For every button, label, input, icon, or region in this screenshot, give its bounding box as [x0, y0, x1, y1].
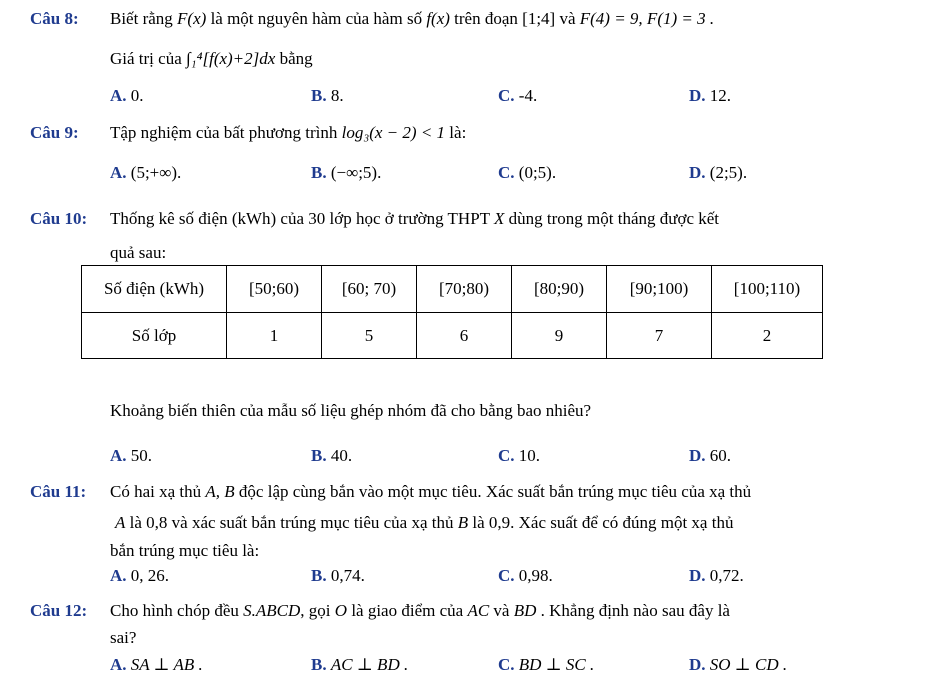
question-10-line2: quả sau: — [110, 243, 167, 262]
question-9-text — [110, 123, 466, 143]
q11-option-a: A. 0, 26. — [110, 566, 170, 585]
q12-option-c: C. BD ⊥ SC . — [498, 655, 595, 674]
table-cell: Số lớp — [82, 313, 227, 359]
q9-text-a: Tập nghiệm của bất phương trình — [110, 123, 338, 142]
question-8-line1 — [110, 9, 714, 29]
q8-F-of-x: F(x) — [177, 9, 207, 28]
q8-text-d: và — [559, 9, 576, 28]
q10-option-a: A. 50. — [110, 446, 153, 465]
table-header-cell: [100;110) — [712, 266, 823, 313]
question-10-line1 — [110, 209, 719, 229]
q10-option-b: B. 40. — [311, 446, 353, 465]
table-cell: 1 — [227, 313, 322, 359]
q12-option-d: D. SO ⊥ CD . — [689, 655, 788, 674]
q9-option-a: A. (5;+∞). — [110, 163, 182, 182]
table-cell: 6 — [417, 313, 512, 359]
table-cell: 5 — [322, 313, 417, 359]
question-12-line2: sai? — [110, 628, 137, 647]
q8-f-of-x: f(x) — [426, 9, 450, 28]
question-12-label: Câu 12: — [30, 601, 88, 620]
question-11-line2 — [115, 513, 733, 533]
q8-interval: [1;4] — [522, 9, 556, 28]
table-header-cell: Số điện (kWh) — [82, 266, 227, 313]
q11-shooter-A: A — [115, 513, 126, 532]
q8-condition: F(4) = 9, F(1) = 3 . — [579, 9, 715, 28]
table-row — [82, 313, 823, 359]
q12-point-O: O — [334, 601, 348, 620]
q8-integral: ∫₁⁴[f(x)+2]dx — [186, 49, 276, 68]
q12-text-b: , gọi — [300, 601, 331, 620]
q12-option-a: A. SA ⊥ AB . — [110, 655, 203, 674]
q11-text-d: là 0,9. Xác suất để có đúng một xạ thủ — [472, 513, 734, 532]
q8-text-f: bằng — [279, 49, 313, 68]
q8-option-a: A. 0. — [110, 86, 144, 105]
table-header-row — [82, 266, 823, 313]
q12-text-d: . Khẳng định nào sau đây là — [540, 601, 730, 620]
q11-option-d: D. 0,72. — [689, 566, 744, 585]
q10-option-c: C. 10. — [498, 446, 541, 465]
question-11-label: Câu 11: — [30, 482, 87, 501]
q8-text-b: là một nguyên hàm của hàm số — [210, 9, 423, 28]
q12-BD: BD — [513, 601, 537, 620]
q11-text-a: Có hai xạ thủ — [110, 482, 202, 501]
q9-option-c: C. (0;5). — [498, 163, 557, 182]
table-cell: 9 — [512, 313, 607, 359]
q8-text-e: Giá trị của — [110, 49, 182, 68]
q9-option-d: D. (2;5). — [689, 163, 748, 182]
table-header-cell: [70;80) — [417, 266, 512, 313]
q11-option-b: B. 0,74. — [311, 566, 365, 585]
q10-text-a: Thống kê số điện (kWh) của 30 lớp học ở trường THPT — [110, 209, 490, 228]
q8-option-c: C. -4. — [498, 86, 538, 105]
q12-option-b: B. AC ⊥ BD . — [311, 655, 409, 674]
q12-text-c: là giao điểm của — [351, 601, 464, 620]
question-11-line1 — [110, 482, 751, 502]
q11-shooters-AB: A, B — [205, 482, 235, 501]
q9-option-b: B. (−∞;5). — [311, 163, 382, 182]
frequency-table — [81, 265, 823, 359]
question-10-prompt: Khoảng biến thiên của mẫu số liệu ghép nhóm đã cho bằng bao nhiêu? — [110, 401, 592, 420]
q12-pyramid: S.ABCD — [243, 601, 301, 620]
q8-option-b: B. 8. — [311, 86, 344, 105]
question-8-label: Câu 8: — [30, 9, 79, 28]
question-10-label: Câu 10: — [30, 209, 88, 228]
q12-AC: AC — [467, 601, 490, 620]
table-header-cell: [90;100) — [607, 266, 712, 313]
q10-option-d: D. 60. — [689, 446, 732, 465]
table-header-cell: [80;90) — [512, 266, 607, 313]
question-11-line3: bắn trúng mục tiêu là: — [110, 541, 260, 560]
q11-text-b: độc lập cùng bắn vào một mục tiêu. Xác suất bắn trúng mục tiêu của xạ thủ — [238, 482, 752, 501]
table-cell: 7 — [607, 313, 712, 359]
q10-school-X: X — [494, 209, 505, 228]
q12-text-a: Cho hình chóp đều — [110, 601, 239, 620]
q11-shooter-B: B — [457, 513, 469, 532]
table-header-cell: [50;60) — [227, 266, 322, 313]
q11-option-c: C. 0,98. — [498, 566, 553, 585]
question-9-label: Câu 9: — [30, 123, 79, 142]
q8-option-d: D. 12. — [689, 86, 732, 105]
q10-text-b: dùng trong một tháng được kết — [508, 209, 720, 228]
q8-text-c: trên đoạn — [454, 9, 518, 28]
q9-text-b: là: — [449, 123, 467, 142]
q11-text-c: là 0,8 và xác suất bắn trúng mục tiêu của xạ thủ — [129, 513, 454, 532]
question-12-line1 — [110, 601, 730, 621]
table-header-cell: [60; 70) — [322, 266, 417, 313]
q12-and: và — [493, 601, 510, 620]
table-cell: 2 — [712, 313, 823, 359]
q8-text-a: Biết rằng — [110, 9, 173, 28]
q9-expression: log₃(x − 2) < 1 — [341, 123, 446, 142]
question-8-line2 — [110, 49, 313, 69]
